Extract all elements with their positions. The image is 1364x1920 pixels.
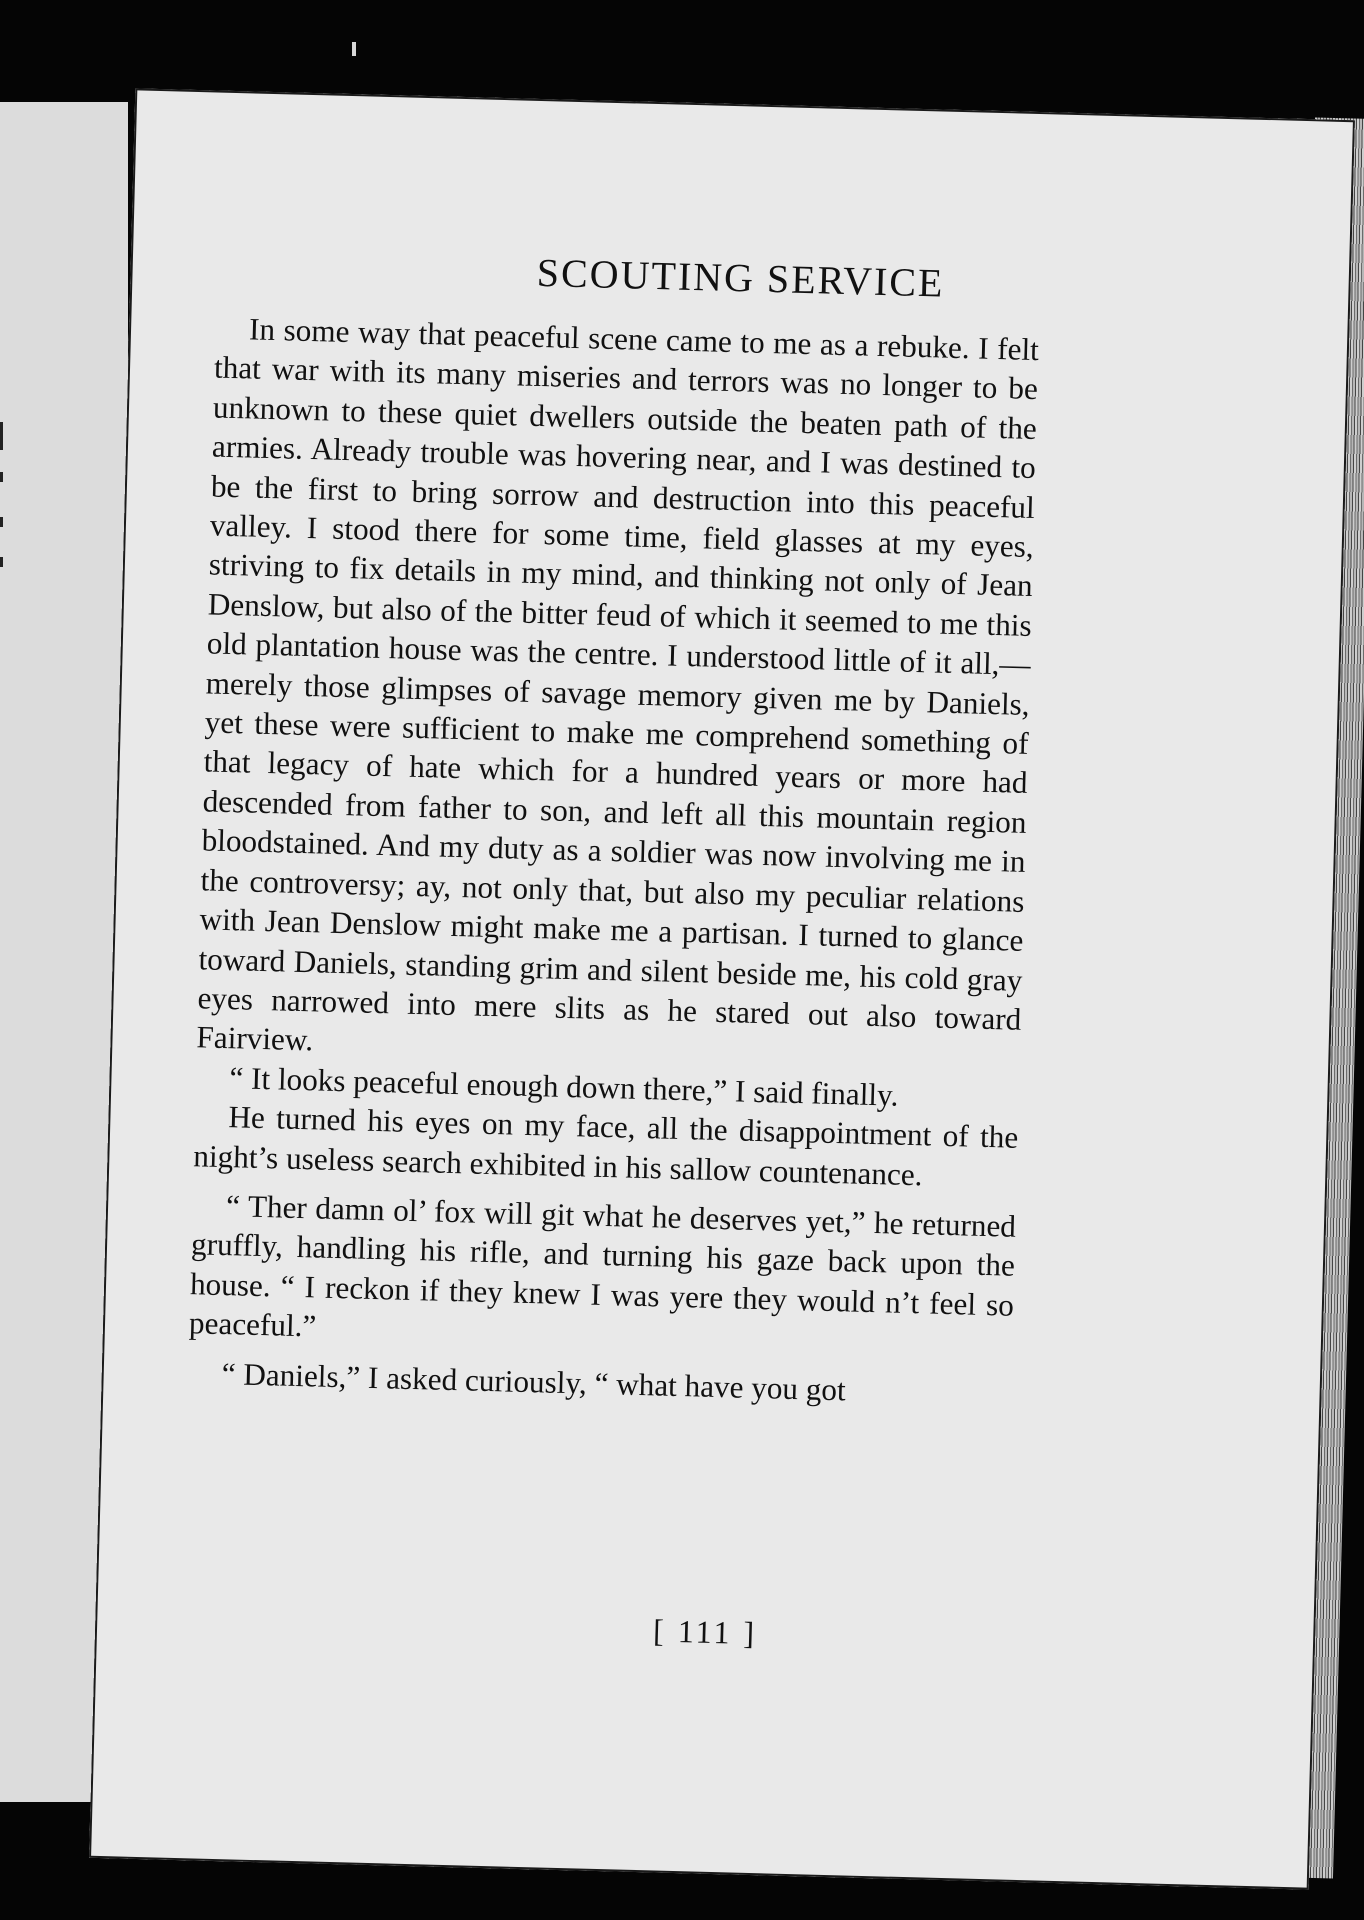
paragraph-4: “ Ther damn ol’ fox will git what he deserves yet,” he returned gruffly, handling his rifle, and turning his gaze back upon the house. “ I reckon if they knew I was yere they would n’t feel so peaceful.” — [188, 1188, 1017, 1344]
paragraph-5: “ Daniels,” I asked curiously, “ what have you got — [221, 1355, 847, 1407]
running-head: SCOUTING SERVICE — [536, 249, 945, 306]
page-content — [89, 88, 1355, 1889]
facing-page-text-fragments — [0, 422, 8, 582]
paragraph-2: “ It looks peaceful enough down there,” I said finally. — [229, 1059, 899, 1113]
book-page — [89, 88, 1355, 1889]
paragraph-3: He turned his eyes on my face, all the disappointment of the night’s useless search exhibited in his sallow countenance. — [193, 1099, 1019, 1192]
page-number: [ 111 ] — [652, 1612, 758, 1652]
scan-artifact — [352, 42, 356, 56]
paragraph-1: In some way that peaceful scene came to me as a rebuke. I felt that war with its many miseries and terrors was no longer to be unknown to these quiet dwellers outside the beaten path of the armies. Already trouble was hovering near, and I was destined to be the first to bring sorrow and destruction into this peaceful valley. I stood there for some time, field glasses at my eyes, striving to fix details in my mind, and thinking not only of Jean Denslow, but also of the bitter feud of which it seemed to me this old plantation house was the centre. I understood little of it all,— merely those glimpses of savage memory given me by Daniels, yet these were sufficient to make me comprehend something of that legacy of hate which for a hundred years or more had descended from father to son, and left all this mountain region bloodstained. And my duty as a soldier was now involving me in the controversy; ay, not only that, but also my peculiar relations with Jean Denslow might make me a partisan. I turned to glance toward Daniels, standing grim and silent beside me, his cold gray eyes narrowed into mere slits as he stared out also toward Fairview. — [196, 311, 1040, 1058]
body-text — [187, 309, 1039, 1414]
